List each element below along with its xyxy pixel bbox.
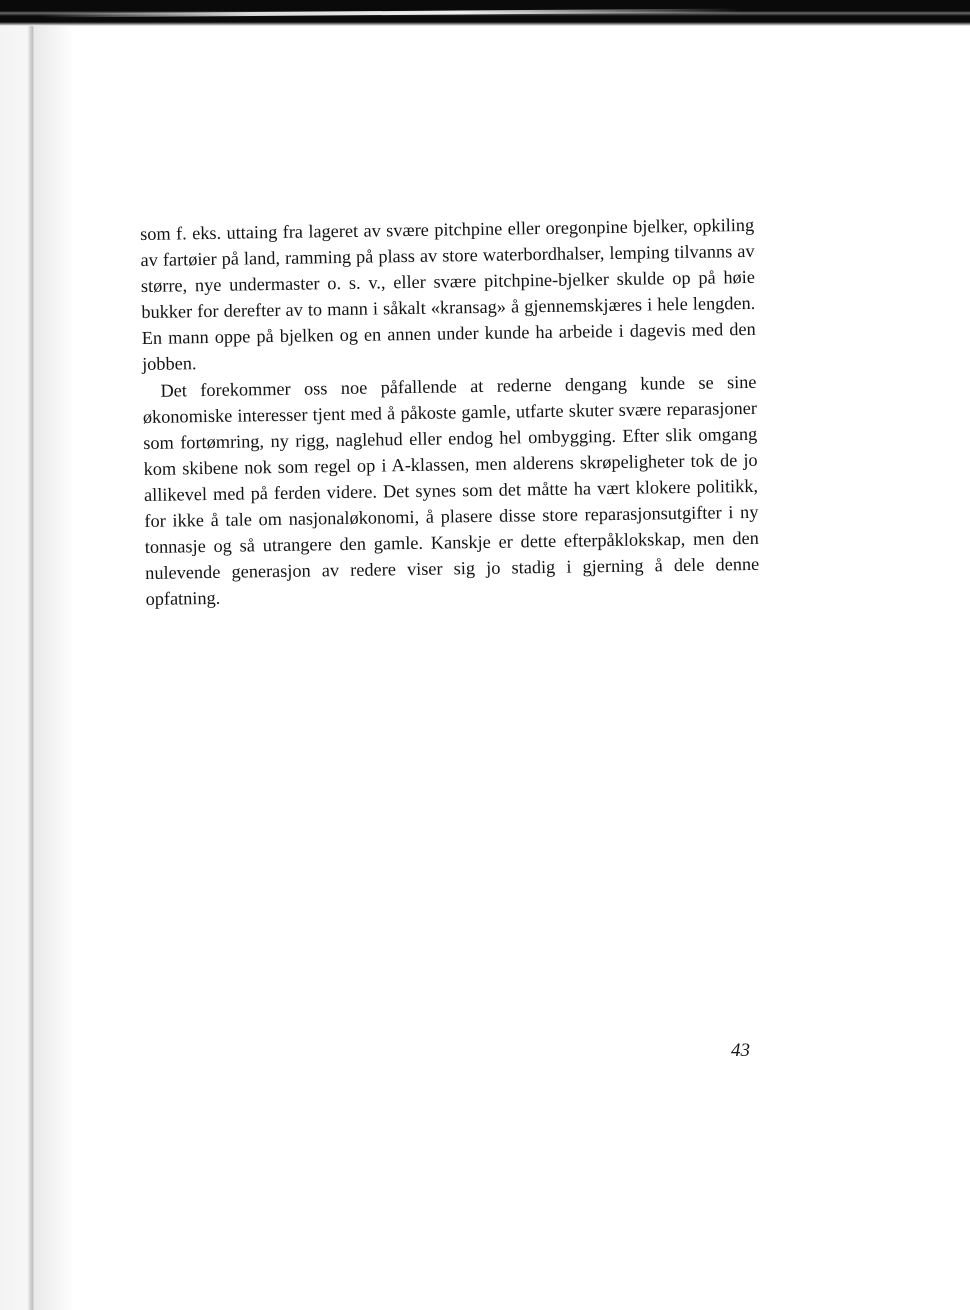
paragraph-1: som f. eks. uttaing fra lageret av svære pitchpine eller oregonpine bjelker, opkiling av fartøier på land, ramming på plass av store waterbordhalser, lemping tilvanns av større, nye undermaster o. s. v., eller svære pitchpine-bjelker skulde op på høie bukker for derefter av to mann i såkalt «kransag» å gjennemskjæres i hele lengden. En mann oppe på bjelken og en annen under kunde ha arbeide i dagevis med den jobben. <box>140 214 756 375</box>
page-shade <box>34 26 74 1310</box>
scan-edge-top <box>0 0 970 26</box>
page-gutter <box>0 26 34 1310</box>
paragraph-2: Det forekommer oss noe påfallende at rederne dengang kunde se sine økonomiske interesser tjent med å påkoste gamle, utfarte skuter svære reparasjoner som fortømring, ny rigg, naglehud eller endog hel ombygging. Efter slik omgang kom skibene nok som regel op i A-klassen, men alderens skrøpeligheter tok de jo allikevel med på ferden videre. Det synes som det måtte ha vært klokere politikk, for ikke å tale om nasjonaløkonomi, å plasere disse store reparasjonsutgifter i ny tonnasje og så utrangere den gamle. Kanskje er dette efterpåklokskap, men den nulevende generasjon av redere viser sig jo stadig i gjerning å dele denne opfatning. <box>142 371 760 610</box>
page-number: 43 <box>731 1040 750 1061</box>
body-text <box>140 212 760 612</box>
